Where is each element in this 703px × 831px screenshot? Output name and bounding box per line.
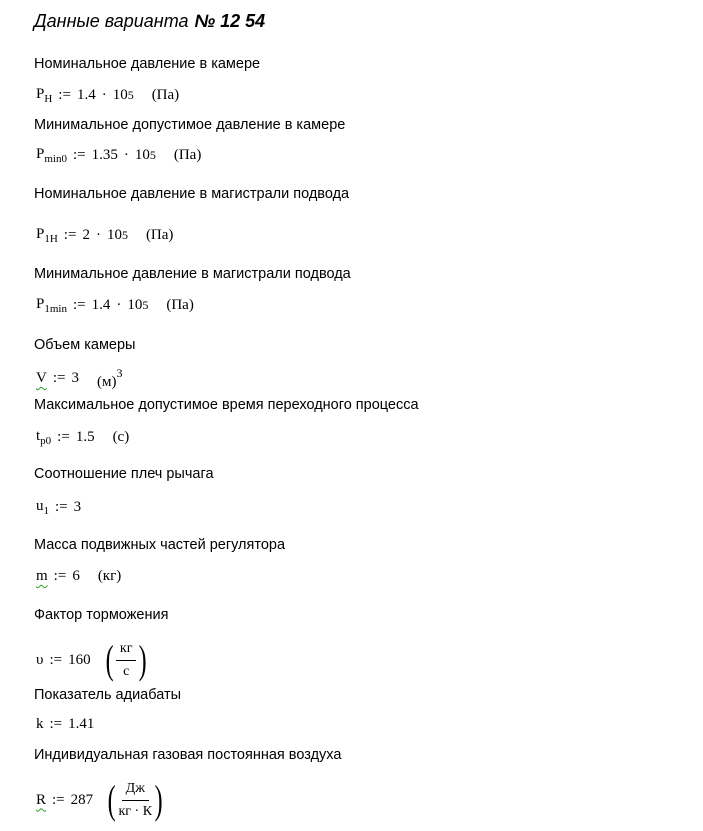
value: 287 [70,791,94,808]
assign-operator: := [53,568,67,584]
math-assignment[interactable] [36,777,165,822]
variable-description: Номинальное давление в камере [34,56,261,72]
unit-numerator: кг [116,641,137,661]
variable-description: Фактор торможения [34,607,169,623]
math-assignment[interactable] [36,296,194,315]
assign-operator: := [72,297,86,313]
value: 3 [71,370,79,386]
variable-name: $u_1$ [36,498,49,517]
variant-number: № 12 54 [194,11,266,31]
value: 1.5 [75,429,95,445]
multiply-dot: · [123,147,129,163]
variable-description: Максимальное допустимое время переходного процесса [34,397,419,413]
variable-name: R [36,791,47,808]
variable-name: k [36,716,44,732]
variable-subscript: p0 [40,435,52,447]
unit-fraction: ( Дж кг · К ) [107,777,163,822]
variable-description: Минимальное допустимое давление в камере [34,117,346,133]
variable-name: $P_H$ [36,86,53,105]
value: 1.35 [91,147,118,163]
unit: (с) [112,429,130,445]
variable-description: Масса подвижных частей регулятора [34,537,286,553]
math-assignment[interactable] [36,498,81,517]
math-assignment[interactable] [36,716,94,733]
unit: $(м)^3$ [96,366,123,390]
document-title [34,11,265,32]
exponent: 5 [149,148,156,162]
variable-name: υ [36,651,44,668]
exponent: 5 [121,228,128,242]
variable-name: $P_{1min}$ [36,296,67,315]
variable-subscript: 1min [44,303,67,315]
value: 3 [73,499,82,515]
exponent-base: 10 [112,87,128,103]
assign-operator: := [52,791,65,808]
value: 1.4 [91,297,111,313]
value: 160 [68,651,91,668]
variable-subscript: 1 [43,505,49,517]
variable-subscript: min0 [44,153,67,165]
unit: (кг) [97,568,122,584]
assign-operator: := [57,429,70,445]
math-assignment[interactable] [36,428,129,447]
unit: (Па) [145,227,174,243]
math-assignment[interactable] [36,86,179,105]
unit: (Па) [151,87,180,103]
assign-operator: := [49,716,63,732]
unit: (Па) [166,297,194,313]
math-assignment[interactable] [36,637,150,682]
value: 2 [82,227,90,243]
variable-name: $P_{1H}$ [36,226,58,245]
math-assignment[interactable] [36,226,173,245]
unit: (Па) [173,147,202,163]
value: 1.4 [76,87,96,103]
exponent-base: 10 [134,147,150,163]
value: 1.41 [68,716,95,732]
assign-operator: := [58,87,71,103]
unit-exponent: 3 [116,366,123,380]
value: 6 [72,568,80,584]
unit-denominator: кг · К [118,803,153,819]
exponent: 5 [142,298,149,312]
math-assignment[interactable] [36,366,122,391]
exponent: 5 [127,88,134,102]
variable-description: Номинальное давление в магистрали подвода [34,186,350,202]
assign-operator: := [52,370,66,386]
variable-description: Показатель адиабаты [34,687,182,703]
multiply-dot: · [101,87,107,103]
multiply-dot: · [116,297,122,313]
unit-fraction: ( кг с ) [105,637,148,682]
multiply-dot: · [95,227,101,243]
variable-subscript: 1H [44,233,58,245]
variable-name: $t_{p0}$ [36,428,52,447]
unit-numerator: Дж [122,781,149,801]
variable-subscript: H [44,93,53,105]
assign-operator: := [55,499,68,515]
variable-name: m [36,568,48,584]
variable-name: V [36,370,47,386]
variable-description: Объем камеры [34,337,136,353]
title-text: Данные варианта [34,11,189,31]
exponent-base: 10 [106,227,122,243]
math-assignment[interactable] [36,146,201,165]
unit-denominator: с [123,663,130,679]
assign-operator: := [72,147,86,163]
variable-description: Минимальное давление в магистрали подвода [34,266,351,282]
variable-name: $P_{min0}$ [36,146,67,165]
assign-operator: := [63,227,77,243]
variable-description: Соотношение плеч рычага [34,466,214,482]
variable-description: Индивидуальная газовая постоянная воздуха [34,747,342,763]
exponent-base: 10 [127,297,143,313]
math-assignment[interactable] [36,568,121,585]
assign-operator: := [49,651,63,668]
